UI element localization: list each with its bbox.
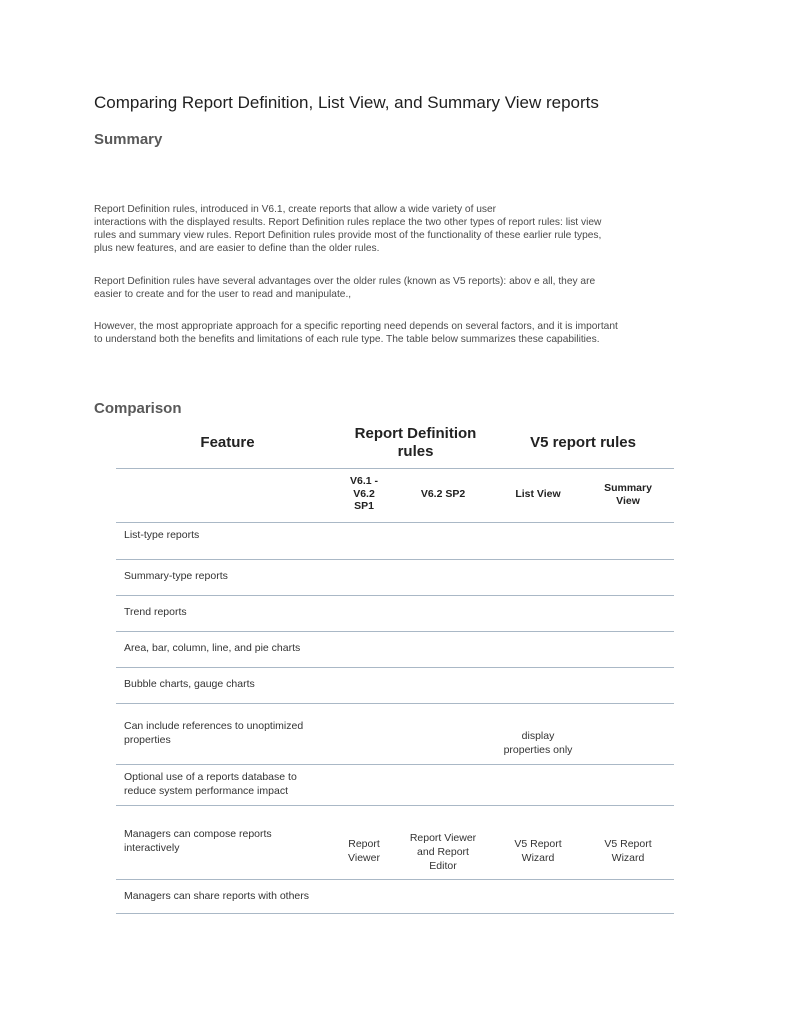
subheader-line: V6.1 - [349,475,378,487]
feature-column-header: Feature [200,434,255,451]
paragraph-line: to understand both the benefits and limitations of each rule type. The table below summarizes these capabilities. [94,334,600,345]
list-view-cell [496,837,580,865]
subheader-line: SP1 [354,500,374,512]
cell-line: display [521,730,555,742]
list-view-subheader: List View [515,488,561,500]
header-line: Report Definition [354,425,477,442]
table-rule [116,631,674,632]
v5-column-header: V5 report rules [530,434,636,451]
feature-cell [124,641,339,655]
table-rule [116,559,674,560]
paragraph-approach [94,320,704,346]
cell-line: Optional use of a reports database to [124,771,297,783]
table-rule [116,595,674,596]
v62-cell [396,831,490,873]
table-rule [116,805,674,806]
subheader-line: View [616,494,640,507]
feature-cell [124,719,339,747]
table-rule [116,913,674,914]
cell-line: Area, bar, column, line, and pie charts [124,642,301,654]
cell-line: Bubble charts, gauge charts [124,678,255,690]
table-rule [116,522,674,523]
cell-line: properties only [503,744,573,756]
cell-line: and Report [417,846,469,858]
paragraph-line: However, the most appropriate approach for a specific reporting need depends on several factors, and it is important [94,321,618,332]
paragraph-line: plus new features, and are easier to define than the older rules. [94,243,380,254]
cell-line: Managers can compose reports [124,828,272,840]
cell-line: Summary-type reports [124,570,228,582]
cell-line: Wizard [611,852,645,864]
cell-line: Viewer [348,852,380,864]
cell-line: V5 Report [604,838,652,850]
feature-cell [124,569,339,583]
page-title: Comparing Report Definition, List View, and Summary View reports [94,93,599,112]
table-rule [116,468,674,469]
v62-subheader: V6.2 SP2 [420,488,466,500]
cell-line: V5 Report [514,838,562,850]
cell-line: properties [124,734,171,746]
paragraph-line: Report Definition rules, introduced in V6.1, create reports that allow a wide variety of user [94,204,497,215]
feature-cell [124,605,339,619]
feature-cell [124,528,339,542]
table-rule [116,703,674,704]
feature-cell [124,770,339,798]
summary-heading: Summary [94,131,163,148]
paragraph-line: easier to create and for the user to read and manipulate., [94,289,352,300]
subheader-line: V6.2 [353,487,375,500]
comparison-heading: Comparison [94,400,182,417]
table-rule [116,879,674,880]
v61-cell [338,837,390,865]
summary-view-cell [586,837,670,865]
v61-subheader [339,475,389,513]
feature-cell [124,677,339,691]
header-line: rules [397,443,434,460]
subheader-line: Summary [604,482,652,494]
paragraph-line: rules and summary view rules. Report Definition rules provide most of the functionality of these earlier rule types, [94,230,602,241]
paragraph-intro [94,203,704,255]
table-rule [116,667,674,668]
table-rule [116,764,674,765]
paragraph-advantages [94,275,704,301]
cell-line: List-type reports [124,529,200,541]
cell-line: Wizard [521,852,555,864]
cell-line: interactively [124,842,180,854]
cell-line: Trend reports [124,606,187,618]
report-definition-column-header [338,425,493,461]
paragraph-line: Report Definition rules have several advantages over the older rules (known as V5 reports): abov e all, they are [94,276,596,287]
summary-view-subheader [588,482,668,507]
feature-cell [124,889,339,903]
cell-line: reduce system performance impact [124,785,288,797]
cell-line: Report [348,838,380,850]
cell-line: Managers can share reports with others [124,890,310,902]
list-view-cell [494,729,582,757]
cell-line: Report Viewer [409,832,477,844]
feature-cell [124,827,339,855]
cell-line: Editor [429,860,457,872]
cell-line: Can include references to unoptimized [124,720,304,732]
paragraph-line: interactions with the displayed results. Report Definition rules replace the two other types of report rules: list view [94,217,602,228]
